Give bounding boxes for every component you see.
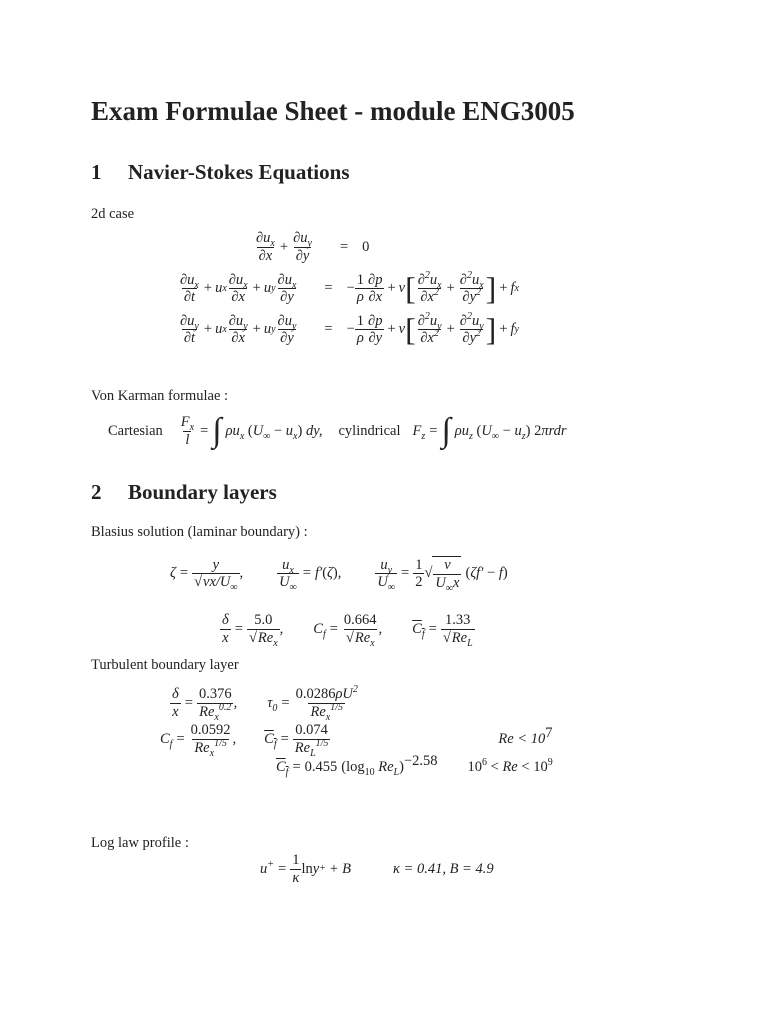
loglaw-equation: u+ = $\frac{1}{\kappa}$ ln y + + B κ = 0.41, B = 4.9	[260, 852, 494, 886]
turbulent-label: Turbulent boundary layer	[91, 657, 239, 673]
turb-range-2-b: 10	[533, 758, 548, 775]
page-title: Exam Formulae Sheet - module ENG3005	[91, 96, 575, 126]
turb-cfbar2-coef: 0.455	[304, 758, 338, 775]
loglaw-label: Log law profile :	[91, 835, 189, 851]
blasius-similarity-equations: ζ = $\frac{y}{√\nu x/U_\infty}$ , $\frac{u_x}{U_\infty}$ = f′ ( ζ ) , $\frac{u_y}{U_\infty}$ = $\frac{1}{2}$ √ $\frac{\nu}{U_\infty x}$ (ζf′ − f)	[170, 556, 508, 594]
turb-range-1: Re < 10	[498, 731, 546, 748]
section-2-number: 2	[91, 480, 102, 504]
blasius-label: Blasius solution (laminar boundary) :	[91, 524, 308, 540]
cartesian-label: Cartesian	[108, 422, 163, 439]
turb-cf-coef: 0.0592	[190, 722, 231, 739]
blasius-cfbar-coef: 1.33	[445, 612, 471, 628]
navier-stokes-equations	[178, 230, 519, 348]
case-label: 2d case	[91, 206, 135, 222]
cylindrical-label: cylindrical	[338, 422, 401, 439]
section-1-title: Navier-Stokes Equations	[128, 160, 350, 184]
turbulent-equations: $\frac{\delta}{x}$ = $\frac{0.376}{Re_x^{0.2}}$ , $\tau_0$ = $\frac{0.0286\rho U^2}{Re_x^{1/5}}$ $C_f$ = $\frac{0.0592}{Re_x^{1/5}}$ , $C_f$ = $\frac{0.074}{Re_L^{1/5}}$ $Re < 10^7$ $C_f$ = 0.455 ($\log_{10}$ $Re_L)^{-2.58}$ $10^6 < Re < 10^9$	[160, 684, 553, 778]
section-2-title: Boundary layers	[128, 480, 277, 504]
blasius-thickness-equations: $\frac{\delta}{x}$ = $\frac{5.0}{√Re_x}$ , $C_f$ = $\frac{0.664}{√Re_x}$ , $C_f$ = $\frac{1.33}{√Re_L}$	[222, 612, 473, 649]
section-1-heading	[91, 160, 350, 185]
section-1-number: 1	[91, 160, 102, 184]
momentum-x-equation: $\frac{\partial u_x}{\partial t}$ + u x $\frac{\partial u_x}{\partial x}$ + u y $\frac{\partial u_x}{\partial y}$ = − $\frac{1}{\rho}$ $\frac{\partial p}{\partial x}$ + ν [ $\frac{\partial^2u_x}{\partial x^2}$ + $\frac{\partial^2u_x}{\partial y^2}$ ] + f x	[180, 269, 519, 307]
loglaw-constants: κ = 0.41, B = 4.9	[392, 860, 494, 877]
turb-delta-coef: 0.376	[198, 686, 232, 702]
blasius-cf-coef: 0.664	[343, 612, 377, 628]
continuity-equation: $\frac{\partial u_x}{\partial x}$ + $\frac{\partial u_y}{\partial y}$ = 0	[256, 230, 370, 264]
turb-tau-coef: 0.0286	[295, 686, 336, 702]
turb-cfbar-coef: 0.074	[295, 722, 328, 739]
turb-exponent: −2.58	[403, 752, 438, 769]
momentum-y-equation: $\frac{\partial u_y}{\partial t}$ + u x $\frac{\partial u_y}{\partial x}$ + u y $\frac{\partial u_y}{\partial y}$ = − $\frac{1}{\rho}$ $\frac{\partial p}{\partial y}$ + ν [ $\frac{\partial^2u_y}{\partial x^2}$ + $\frac{\partial^2u_y}{\partial y^2}$ ] + f y	[180, 310, 519, 348]
von-karman-label: Von Karman formulae :	[91, 388, 229, 404]
section-2-heading	[91, 480, 277, 505]
von-karman-equations: Cartesian $\frac{F_x}{l}$ = ∫ $\rho u_x$ $(U_\infty - u_x)$ dy, cylindrical $F_z$ = ∫ $\rho u_z$ $(U_\infty - u_z)$ 2πrdr	[108, 412, 567, 450]
turb-range-2-a: 10	[467, 758, 483, 775]
blasius-delta-coef: 5.0	[254, 612, 273, 628]
